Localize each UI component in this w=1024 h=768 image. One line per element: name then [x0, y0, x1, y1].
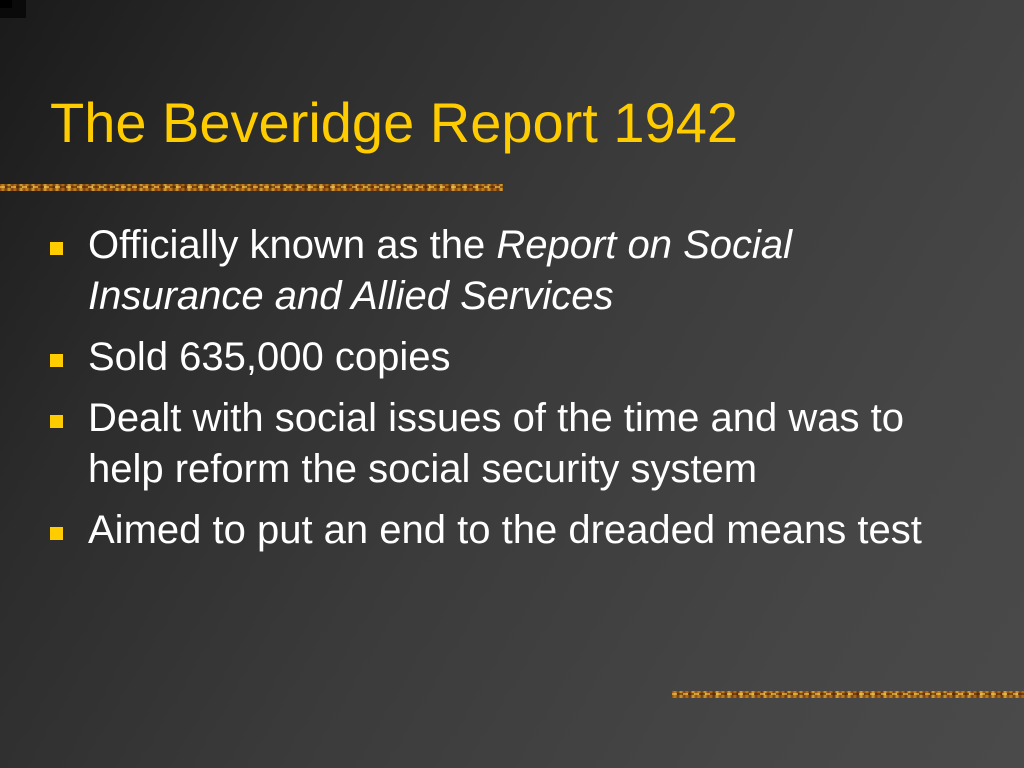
bullet-item-means-test — [48, 505, 948, 556]
bullet-text — [88, 223, 792, 318]
square-bullet-icon — [50, 354, 63, 367]
title-divider-rule — [0, 184, 503, 191]
square-bullet-icon — [50, 415, 63, 428]
bullet-text: Aimed to put an end to the dreaded means test — [88, 508, 922, 552]
bullet-text-plain: Officially known as the — [88, 223, 497, 267]
report-full-title: Report on Social Insurance and Allied Services — [88, 223, 793, 318]
bullet-item-official-name — [48, 220, 948, 322]
square-bullet-icon — [50, 527, 63, 540]
bullet-item-copies-sold — [48, 332, 948, 383]
bullet-item-social-issues — [48, 393, 948, 495]
bullet-text: Sold 635,000 copies — [88, 335, 451, 379]
corner-decoration — [0, 0, 26, 18]
bullet-text: Dealt with social issues of the time and was to help reform the social security system — [88, 396, 904, 491]
bullet-list — [48, 220, 948, 566]
slide-title: The Beveridge Report 1942 — [50, 91, 738, 154]
footer-divider-rule — [672, 691, 1024, 698]
square-bullet-icon — [50, 242, 63, 255]
